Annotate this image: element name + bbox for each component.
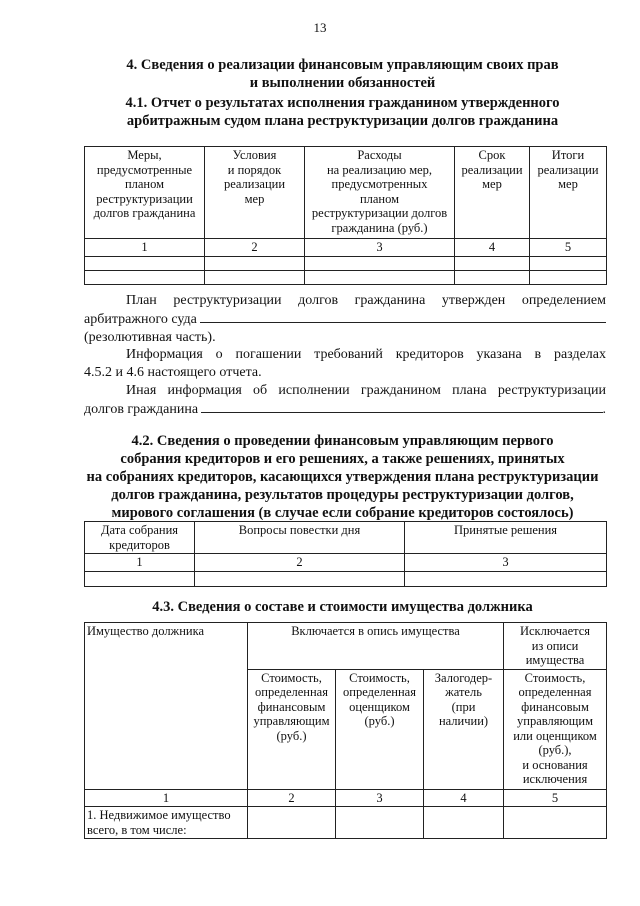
text-line: долгов гражданина [84, 402, 199, 417]
table-debtor-property [84, 622, 607, 839]
text-other-info [84, 382, 606, 419]
section-4-2-title-line: долгов гражданина, результатов процедуры реструктуризации долгов, [111, 487, 574, 503]
other-info-blank[interactable] [201, 400, 602, 413]
text-line: План реструктуризации долгов гражданина утвержден определением [126, 293, 606, 308]
section-4-3-title [80, 598, 605, 616]
table1-empty-row [85, 270, 607, 284]
section-4-2-title-line: 4.2. Сведения о проведении финансовым управляющим первого [131, 433, 554, 449]
text-line: 4.5.2 и 4.6 настоящего отчета. [84, 365, 262, 380]
text-line: (резолютивная часть). [84, 330, 216, 345]
court-ruling-blank[interactable] [200, 310, 606, 323]
table2-header-date: Дата собрания кредиторов [85, 522, 195, 554]
table3-col-number: 2 [248, 789, 336, 807]
text-line: арбитражного суда [84, 312, 197, 327]
table3-row-real-estate: 1. Недвижимое имущество всего, в том числе: [85, 807, 248, 839]
table1-header-expenses: Расходы на реализацию мер, предусмотренных планом реструктуризации долгов гражданина (руб.) [305, 147, 455, 239]
table1-col-number: 4 [455, 239, 530, 257]
section-4-2-title-line: мирового соглашения (в случае если собрание кредиторов состоялось) [111, 505, 574, 521]
page-number: 13 [313, 20, 327, 35]
table3-col-number: 3 [336, 789, 424, 807]
table1-col-number: 3 [305, 239, 455, 257]
table3-header-cost-fm: Стоимость, определенная финансовым управляющим (руб.) [248, 669, 336, 789]
table2-col-number: 3 [405, 554, 607, 572]
text-line: . [602, 402, 606, 417]
text-line: Иная информация об исполнении гражданином плана реструктуризации [126, 383, 606, 398]
table-creditor-meetings [84, 521, 607, 587]
table1-col-number: 1 [85, 239, 205, 257]
text-plan-approval [84, 292, 606, 347]
table3-col-number: 4 [424, 789, 504, 807]
section-4-title-line: 4. Сведения о реализации финансовым управляющим своих прав [126, 57, 559, 73]
section-4-2-title-line: собрания кредиторов и его решениях, а также решениях, принятых [120, 451, 565, 467]
table2-col-number: 2 [195, 554, 405, 572]
table2-header-agenda: Вопросы повестки дня [195, 522, 405, 554]
table3-header-pledgeholder: Залогодер- жатель (при наличии) [424, 669, 504, 789]
text-creditor-claims [84, 346, 606, 382]
table1-header-results: Итоги реализации мер [530, 147, 607, 239]
section-4-1-title [80, 94, 605, 130]
table-restructuring-plan [84, 146, 607, 285]
table3-col-number: 1 [85, 789, 248, 807]
table1-col-number: 2 [205, 239, 305, 257]
section-4-title-line: и выполнении обязанностей [249, 75, 436, 91]
section-4-1-title-line: 4.1. Отчет о результатах исполнения гражданином утвержденного [125, 95, 560, 111]
table1-empty-row [85, 256, 607, 270]
table1-header-measures: Меры, предусмотренные планом реструктуризации долгов гражданина [85, 147, 205, 239]
section-4-title [80, 56, 605, 92]
section-4-1-title-line: арбитражным судом плана реструктуризации долгов гражданина [126, 113, 559, 129]
table1-header-conditions: Условия и порядок реализации мер [205, 147, 305, 239]
table3-col-number: 5 [504, 789, 607, 807]
table3-header-cost-excluded: Стоимость, определенная финансовым управляющим или оценщиком (руб.), и основания исключения [504, 669, 607, 789]
table1-col-number: 5 [530, 239, 607, 257]
table2-col-number: 1 [85, 554, 195, 572]
section-4-2-title [80, 432, 605, 522]
table1-header-term: Срок реализации мер [455, 147, 530, 239]
table2-empty-row [85, 571, 607, 586]
table3-header-cost-appraiser: Стоимость, определенная оценщиком (руб.) [336, 669, 424, 789]
section-4-3-title-line: 4.3. Сведения о составе и стоимости имущества должника [152, 599, 533, 615]
table2-header-decisions: Принятые решения [405, 522, 607, 554]
table3-header-excluded: Исключается из описи имущества [504, 623, 607, 670]
section-4-2-title-line: на собраниях кредиторов, касающихся утверждения плана реструктуризации [86, 469, 599, 485]
table3-header-included: Включается в опись имущества [248, 623, 504, 670]
text-line: Информация о погашении требований кредиторов указана в разделах [126, 347, 606, 362]
table3-header-property: Имущество должника [85, 623, 248, 790]
